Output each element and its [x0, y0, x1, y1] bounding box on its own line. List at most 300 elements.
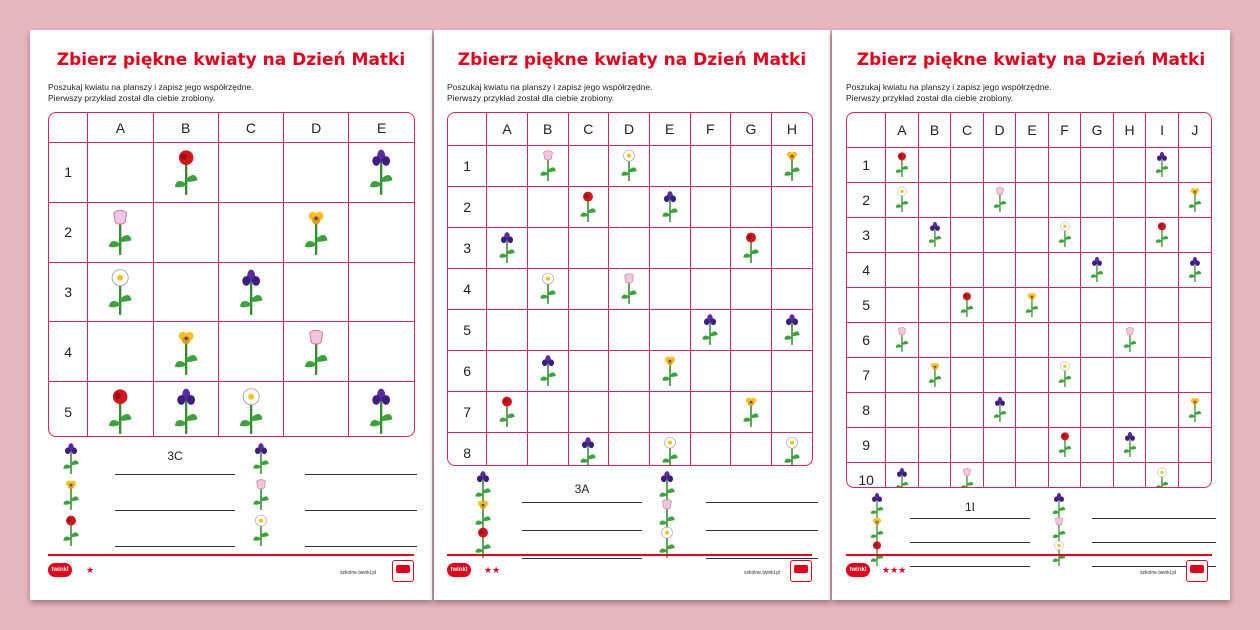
worksheet-3	[832, 30, 1230, 600]
grid-corner	[847, 113, 886, 147]
grid-cell	[1113, 287, 1146, 322]
difficulty-stars: ★★	[484, 565, 501, 575]
daisy-icon	[250, 514, 272, 547]
daisy-icon	[537, 279, 559, 295]
grid-cell	[886, 357, 919, 392]
coordinate-grid	[447, 112, 813, 466]
grid-cell	[886, 147, 919, 182]
daisy-icon	[618, 156, 640, 172]
grid-cell	[568, 227, 609, 268]
iris-icon	[868, 492, 886, 519]
grid-row	[448, 268, 812, 309]
grid-cell	[218, 322, 283, 382]
grid-cell	[1048, 392, 1081, 427]
grid-cell	[886, 182, 919, 217]
column-header: C	[951, 113, 984, 147]
grid-corner	[448, 113, 487, 145]
pansy-icon	[868, 516, 886, 543]
grid-cell	[487, 268, 528, 309]
grid-cell	[951, 182, 984, 217]
row-header: 7	[847, 357, 886, 392]
grid-cell	[1016, 287, 1049, 322]
grid-row	[847, 392, 1211, 427]
daisy-icon	[104, 283, 136, 299]
grid-cell	[568, 145, 609, 186]
grid-cell	[568, 350, 609, 391]
grid-cell	[983, 252, 1016, 287]
footer-line	[48, 554, 414, 556]
answer-field[interactable]: 3A	[522, 482, 642, 503]
grid-cell	[690, 350, 731, 391]
grid-cell	[771, 268, 812, 309]
grid-cell	[568, 391, 609, 432]
instruction-line: Pierwszy przykład został dla ciebie zrobiony.	[846, 93, 1014, 103]
answer-item	[868, 492, 1030, 519]
grid-cell	[690, 432, 731, 466]
grid-cell	[1146, 217, 1179, 252]
grid-cell	[284, 202, 349, 262]
grid-cell	[609, 391, 650, 432]
row-header: 2	[448, 186, 487, 227]
rose-icon	[496, 403, 518, 419]
answer-field[interactable]	[115, 485, 235, 511]
grid-cell	[886, 217, 919, 252]
instruction-line: Pierwszy przykład został dla ciebie zrobiony.	[447, 93, 615, 103]
daisy-icon	[781, 444, 803, 460]
answer-field[interactable]	[115, 521, 235, 547]
grid-cell	[918, 252, 951, 287]
row-header: 5	[49, 382, 88, 437]
answer-field[interactable]: 3C	[115, 449, 235, 475]
worksheet-1	[30, 30, 432, 600]
grid-cell	[568, 432, 609, 466]
grid-cell	[951, 322, 984, 357]
grid-cell	[349, 262, 414, 322]
tulip-icon	[104, 223, 136, 239]
worksheet-2	[434, 30, 830, 600]
grid-cell	[609, 145, 650, 186]
grid-cell	[983, 462, 1016, 488]
pansy-icon	[926, 366, 944, 382]
row-header: 1	[49, 143, 88, 203]
pansy-icon	[1023, 296, 1041, 312]
grid-row	[448, 391, 812, 432]
grid-cell	[568, 309, 609, 350]
grid-cell	[487, 309, 528, 350]
iris-icon	[1186, 260, 1204, 276]
grid-cell	[886, 322, 919, 357]
grid-cell	[771, 227, 812, 268]
grid-cell	[487, 145, 528, 186]
grid-row	[847, 147, 1211, 182]
instruction-line: Poszukaj kwiatu na planszy i zapisz jego współrzędne.	[846, 82, 1052, 92]
rose-icon	[1153, 225, 1171, 241]
grid-cell	[1016, 217, 1049, 252]
grid-cell	[1048, 217, 1081, 252]
grid-cell	[1081, 322, 1114, 357]
grid-cell	[983, 392, 1016, 427]
row-header: 4	[49, 322, 88, 382]
grid-cell	[1178, 427, 1211, 462]
grid-cell	[886, 287, 919, 322]
column-header: A	[886, 113, 919, 147]
iris-icon	[250, 442, 272, 475]
grid-cell	[983, 357, 1016, 392]
row-header: 6	[847, 322, 886, 357]
grid-cell	[1146, 287, 1179, 322]
instruction-line: Poszukaj kwiatu na planszy i zapisz jego współrzędne.	[447, 82, 653, 92]
answer-item	[250, 514, 417, 547]
answer-field[interactable]	[305, 521, 417, 547]
grid-cell	[609, 432, 650, 466]
tulip-icon	[618, 279, 640, 295]
iris-icon	[893, 471, 911, 487]
grid-row	[49, 143, 414, 203]
rose-icon	[740, 238, 762, 254]
coordinate-grid	[846, 112, 1212, 488]
row-header: 8	[448, 432, 487, 466]
grid-cell	[1048, 462, 1081, 488]
grid-cell	[1048, 427, 1081, 462]
grid-row	[448, 186, 812, 227]
grid-cell	[771, 309, 812, 350]
grid-cell	[731, 227, 772, 268]
rose-icon	[577, 197, 599, 213]
daisy-icon	[1056, 366, 1074, 382]
coordinate-grid	[48, 112, 415, 437]
answer-item	[1050, 516, 1216, 543]
rose-icon	[1056, 436, 1074, 452]
grid-cell	[771, 391, 812, 432]
iris-icon	[577, 444, 599, 460]
grid-cell	[487, 391, 528, 432]
grid-cell	[609, 186, 650, 227]
grid-cell	[1178, 287, 1211, 322]
grid-cell	[487, 186, 528, 227]
grid-cell	[690, 309, 731, 350]
grid-cell	[153, 322, 218, 382]
grid-cell	[1113, 322, 1146, 357]
grid-cell	[609, 268, 650, 309]
grid-cell	[918, 462, 951, 488]
row-header: 3	[448, 227, 487, 268]
column-header: C	[568, 113, 609, 145]
grid-cell	[1146, 147, 1179, 182]
grid-cell	[951, 357, 984, 392]
rose-icon	[104, 402, 136, 418]
grid-cell	[1178, 147, 1211, 182]
row-header: 6	[448, 350, 487, 391]
grid-cell	[527, 391, 568, 432]
row-header: 2	[49, 202, 88, 262]
grid-cell	[918, 322, 951, 357]
row-header: 10	[847, 462, 886, 488]
row-header: 8	[847, 392, 886, 427]
rose-icon	[958, 296, 976, 312]
grid-cell	[1081, 287, 1114, 322]
worksheet-title: Zbierz piękne kwiaty na Dzień Matki	[856, 50, 1206, 70]
row-header: 2	[847, 182, 886, 217]
grid-cell	[1178, 182, 1211, 217]
grid-cell	[1113, 427, 1146, 462]
column-header: B	[153, 113, 218, 143]
grid-cell	[1081, 462, 1114, 488]
grid-cell	[918, 147, 951, 182]
iris-icon	[235, 283, 267, 299]
instructions	[447, 82, 653, 104]
grid-cell	[649, 309, 690, 350]
grid-cell	[487, 432, 528, 466]
grid-row	[49, 262, 414, 322]
grid-cell	[918, 287, 951, 322]
grid-cell	[218, 262, 283, 322]
answer-item	[60, 442, 235, 475]
grid-row	[847, 182, 1211, 217]
grid-cell	[218, 382, 283, 437]
column-header: J	[1178, 113, 1211, 147]
answer-item	[60, 514, 235, 547]
answer-item	[250, 478, 417, 511]
grid-cell	[1113, 217, 1146, 252]
grid-cell	[690, 145, 731, 186]
grid-cell	[1113, 182, 1146, 217]
instructions	[48, 82, 254, 104]
grid-cell	[1178, 462, 1211, 488]
grid-cell	[218, 143, 283, 203]
answer-field[interactable]	[305, 485, 417, 511]
row-header: 5	[847, 287, 886, 322]
instructions	[846, 82, 1052, 104]
grid-cell	[153, 143, 218, 203]
grid-cell	[731, 309, 772, 350]
tulip-icon	[991, 190, 1009, 206]
grid-cell	[983, 287, 1016, 322]
grid-cell	[771, 432, 812, 466]
grid-cell	[1016, 322, 1049, 357]
grid-cell	[731, 350, 772, 391]
grid-cell	[88, 322, 153, 382]
website-label: szkolne.twinkl.pl	[744, 570, 781, 576]
grid-cell	[1048, 182, 1081, 217]
grid-cell	[951, 462, 984, 488]
row-header: 5	[448, 309, 487, 350]
column-header: E	[649, 113, 690, 145]
answer-item	[868, 516, 1030, 543]
column-header: D	[284, 113, 349, 143]
grid-cell	[284, 382, 349, 437]
grid-cell	[983, 322, 1016, 357]
column-header: D	[983, 113, 1016, 147]
grid-cell	[983, 217, 1016, 252]
iris-icon	[496, 238, 518, 254]
answer-field[interactable]: 1I	[910, 500, 1030, 519]
row-header: 1	[847, 147, 886, 182]
answer-item	[60, 478, 235, 511]
grid-cell	[983, 427, 1016, 462]
pansy-icon	[170, 343, 202, 359]
tulip-icon	[1121, 331, 1139, 347]
pansy-icon	[1186, 401, 1204, 417]
grid-row	[847, 462, 1211, 488]
iris-icon	[365, 163, 397, 179]
grid-cell	[649, 432, 690, 466]
grid-cell	[1178, 252, 1211, 287]
grid-cell	[731, 268, 772, 309]
column-header: E	[1016, 113, 1049, 147]
grid-row	[448, 432, 812, 466]
grid-cell	[918, 357, 951, 392]
grid-cell	[527, 432, 568, 466]
column-header: H	[1113, 113, 1146, 147]
grid-cell	[527, 186, 568, 227]
grid-cell	[1146, 392, 1179, 427]
grid-cell	[918, 427, 951, 462]
grid-cell	[1113, 357, 1146, 392]
grid-cell	[983, 147, 1016, 182]
tulip-icon	[1050, 516, 1068, 543]
answer-field[interactable]	[305, 449, 417, 475]
daisy-icon	[659, 444, 681, 460]
grid-cell	[983, 182, 1016, 217]
tulip-icon	[893, 331, 911, 347]
grid-cell	[771, 145, 812, 186]
grid-cell	[349, 322, 414, 382]
grid-cell	[1146, 427, 1179, 462]
grid-corner	[49, 113, 88, 143]
row-header: 9	[847, 427, 886, 462]
grid-cell	[284, 262, 349, 322]
grid-row	[448, 145, 812, 186]
grid-cell	[568, 268, 609, 309]
website-label: szkolne.twinkl.pl	[340, 570, 377, 576]
grid-cell	[771, 350, 812, 391]
rose-icon	[893, 155, 911, 171]
grid-cell	[1146, 357, 1179, 392]
twinkl-logo: twinkl	[846, 563, 870, 577]
row-header: 3	[49, 262, 88, 322]
twinkl-logo: twinkl	[48, 563, 72, 577]
rose-icon	[60, 514, 82, 547]
grid-cell	[951, 427, 984, 462]
grid-cell	[690, 186, 731, 227]
grid-cell	[886, 462, 919, 488]
row-header: 4	[448, 268, 487, 309]
pansy-icon	[60, 478, 82, 511]
grid-cell	[1113, 462, 1146, 488]
grid-cell	[1178, 392, 1211, 427]
grid-row	[49, 322, 414, 382]
grid-cell	[690, 268, 731, 309]
grid-row	[847, 217, 1211, 252]
grid-cell	[1048, 287, 1081, 322]
grid-cell	[731, 432, 772, 466]
grid-cell	[1178, 322, 1211, 357]
grid-cell	[649, 350, 690, 391]
iris-icon	[60, 442, 82, 475]
grid-cell	[731, 186, 772, 227]
grid-row	[847, 427, 1211, 462]
daisy-icon	[893, 190, 911, 206]
grid-cell	[918, 392, 951, 427]
grid-cell	[609, 350, 650, 391]
grid-row	[49, 202, 414, 262]
iris-icon	[1153, 155, 1171, 171]
grid-cell	[1178, 217, 1211, 252]
grid-row	[448, 350, 812, 391]
pansy-icon	[1186, 190, 1204, 206]
iris-icon	[1050, 492, 1068, 519]
grid-row	[448, 227, 812, 268]
difficulty-stars: ★	[86, 565, 95, 575]
grid-cell	[951, 392, 984, 427]
grid-cell	[649, 268, 690, 309]
grid-cell	[690, 227, 731, 268]
grid-cell	[88, 262, 153, 322]
grid-cell	[1081, 147, 1114, 182]
grid-cell	[918, 217, 951, 252]
grid-cell	[1081, 217, 1114, 252]
daisy-icon	[1056, 225, 1074, 241]
grid-cell	[349, 202, 414, 262]
pansy-icon	[740, 403, 762, 419]
iris-icon	[699, 321, 721, 337]
grid-cell	[527, 227, 568, 268]
grid-cell	[1016, 182, 1049, 217]
grid-row	[847, 322, 1211, 357]
tulip-icon	[250, 478, 272, 511]
grid-cell	[690, 391, 731, 432]
footer-line	[447, 554, 812, 556]
column-header: B	[527, 113, 568, 145]
grid-cell	[609, 227, 650, 268]
brand-badge	[392, 560, 414, 582]
brand-badge	[1186, 560, 1208, 582]
grid-cell	[1081, 252, 1114, 287]
grid-cell	[1146, 252, 1179, 287]
grid-cell	[88, 382, 153, 437]
instruction-line: Pierwszy przykład został dla ciebie zrobiony.	[48, 93, 216, 103]
grid-cell	[487, 350, 528, 391]
grid-cell	[649, 391, 690, 432]
grid-cell	[609, 309, 650, 350]
grid-cell	[886, 427, 919, 462]
footer-line	[846, 554, 1212, 556]
grid-cell	[1048, 147, 1081, 182]
grid-row	[847, 252, 1211, 287]
grid-cell	[771, 186, 812, 227]
grid-cell	[951, 252, 984, 287]
column-header: F	[1048, 113, 1081, 147]
column-header: I	[1146, 113, 1179, 147]
answer-field[interactable]	[910, 548, 1030, 567]
grid-cell	[527, 350, 568, 391]
rose-icon	[170, 163, 202, 179]
worksheet-title: Zbierz piękne kwiaty na Dzień Matki	[457, 50, 807, 70]
tulip-icon	[300, 343, 332, 359]
grid-cell	[1048, 357, 1081, 392]
grid-cell	[951, 147, 984, 182]
grid-cell	[527, 268, 568, 309]
grid-cell	[153, 382, 218, 437]
column-header: B	[918, 113, 951, 147]
grid-cell	[918, 182, 951, 217]
grid-cell	[1146, 322, 1179, 357]
website-label: szkolne.twinkl.pl	[1140, 570, 1177, 576]
twinkl-logo: twinkl	[447, 563, 471, 577]
column-header: E	[349, 113, 414, 143]
row-header: 1	[448, 145, 487, 186]
grid-cell	[649, 186, 690, 227]
